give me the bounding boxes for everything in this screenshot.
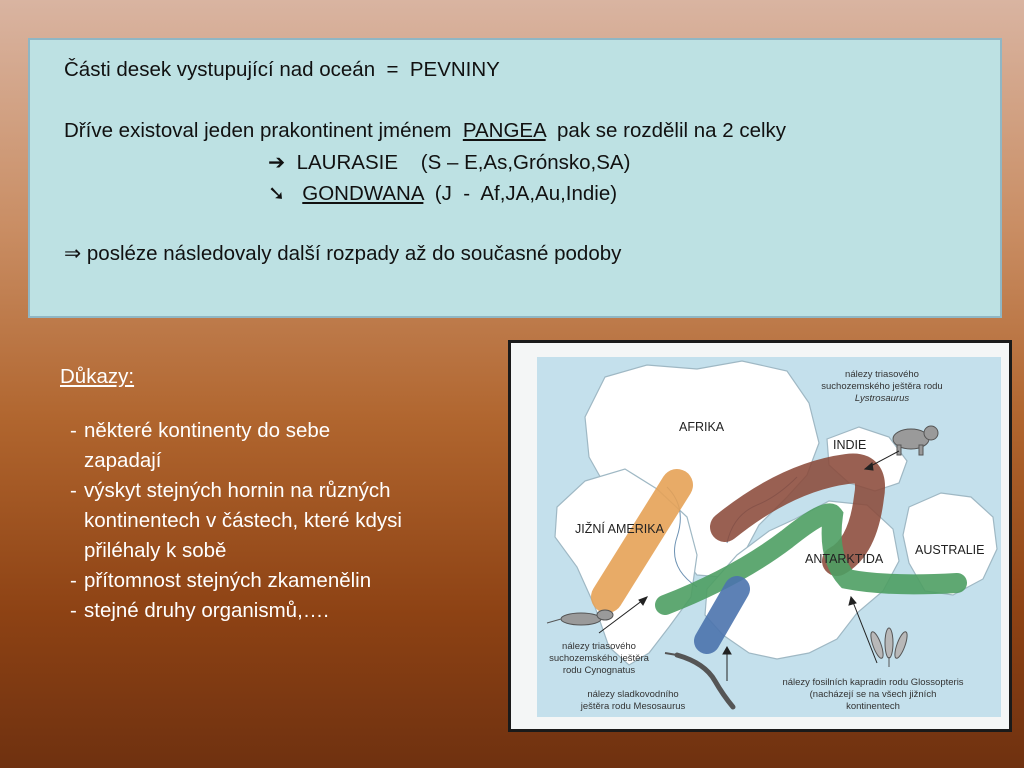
bullet-dash: -: [70, 599, 77, 622]
label-australie: AUSTRALIE: [915, 543, 985, 557]
evidence-text: kontinentech v částech, které kdysi: [84, 509, 402, 532]
info-box: [28, 38, 1002, 318]
evidence-text: některé kontinenty do sebe: [84, 419, 331, 442]
evidence-list: [60, 362, 402, 626]
bullet-dash: -: [70, 479, 77, 502]
note-lystrosaurus: nálezy triasového: [845, 369, 919, 380]
note-glossopteris: kontinentech: [846, 701, 900, 712]
evidence-item-fossils: [60, 566, 402, 596]
note-mesosaurus: nálezy sladkovodního: [587, 689, 679, 700]
label-indie: INDIE: [833, 438, 867, 452]
label-afrika: AFRIKA: [679, 420, 725, 434]
note-cynognatus: nálezy triasového: [562, 641, 636, 652]
evidence-item-rocks: [60, 476, 402, 566]
line-pangea: [64, 119, 786, 143]
line-later-breakup: [64, 241, 621, 266]
line-laurasie: [268, 150, 630, 175]
bullet-dash: -: [70, 419, 77, 442]
right-arrow-icon: ➔: [268, 151, 286, 174]
note-cynognatus: suchozemského ještěra: [549, 653, 649, 664]
down-right-arrow-icon: ➘: [268, 182, 286, 205]
label-jizni-amerika: JIŽNÍ AMERIKA: [575, 522, 664, 536]
evidence-item-organisms: [60, 596, 402, 626]
note-glossopteris: nálezy fosilních kapradin rodu Glossopteris: [782, 677, 964, 688]
bullet-dash: -: [70, 569, 77, 592]
note-glossopteris: (nacházejí se na všech jižních: [809, 689, 937, 700]
later-breakup-text: posléze následovaly další rozpady až do současné podoby: [86, 242, 622, 265]
evidence-heading: Důkazy:: [60, 365, 135, 388]
note-lystrosaurus: Lystrosaurus: [854, 393, 910, 404]
evidence-text: přítomnost stejných zkamenělin: [84, 569, 372, 592]
evidence-text: výskyt stejných hornin na různých: [84, 479, 391, 502]
note-cynognatus: rodu Cynognatus: [562, 665, 636, 676]
pangea-term: PANGEA: [462, 119, 546, 142]
evidence-text: zapadají: [84, 449, 162, 472]
laurasie-text: LAURASIE (S – E,As,Grónsko,SA): [296, 151, 631, 174]
evidence-text: stejné druhy organismů,….: [84, 599, 329, 622]
gondwana-map: [537, 357, 1001, 717]
gondwana-term: GONDWANA: [302, 182, 424, 205]
note-mesosaurus: ještěra rodu Mesosaurus: [580, 701, 686, 712]
evidence-item-fit: [60, 416, 402, 476]
implies-arrow-icon: ⇒: [64, 242, 82, 265]
evidence-text: přiléhaly k sobě: [84, 539, 227, 562]
pangea-prefix: Dříve existoval jeden prakontinent jménem: [64, 119, 458, 142]
line-gondwana: [268, 181, 617, 206]
pangea-suffix: pak se rozdělil na 2 celky: [551, 119, 787, 142]
gondwana-detail: (J - Af,JA,Au,Indie): [423, 182, 618, 205]
label-antarktida: ANTARKTIDA: [805, 552, 884, 566]
line-plates-above-ocean: Části desek vystupující nad oceán = PEVNINY: [64, 58, 500, 81]
gondwana-map-frame: [508, 340, 1012, 732]
note-lystrosaurus: suchozemského ještěra rodu: [821, 381, 943, 392]
